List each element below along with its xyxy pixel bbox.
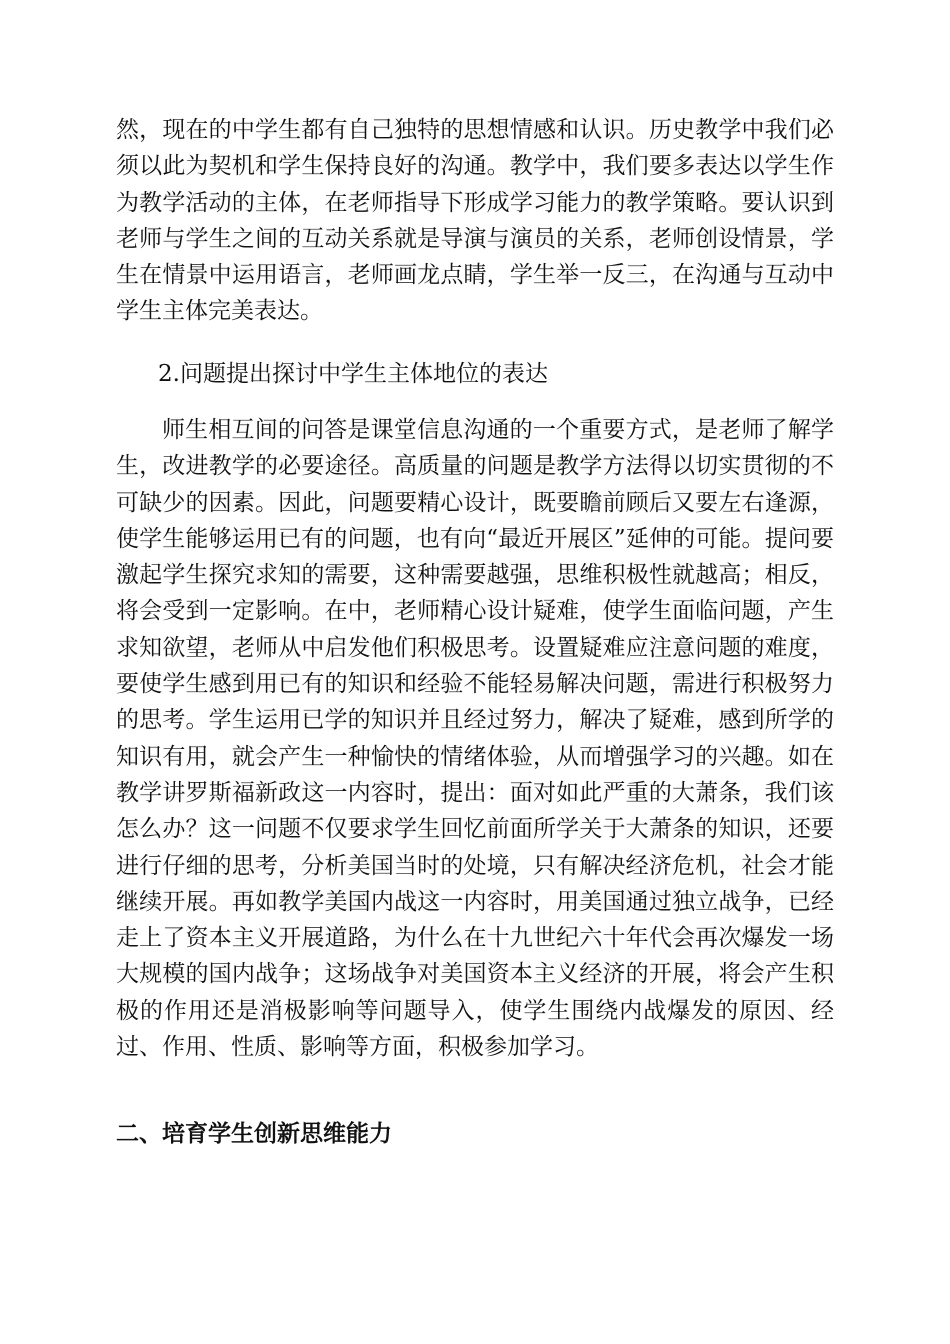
body-paragraph-1: 然，现在的中学生都有自己独特的思想情感和认识。历史教学中我们必须以此为契机和学生保持良好的沟通。教学中，我们要多表达以学生作为教学活动的主体，在老师指导下形成学习能力的教学策略。要认识到老师与学生之间的互动关系就是导演与演员的关系，老师创设情景，学生在情景中运用语言，老师画龙点睛，学生举一反三，在沟通与互动中学生主体完美表达。 [116,117,834,325]
subheading-question-method: 2.问题提出探讨中学生主体地位的表达 [158,361,548,387]
body-paragraph-2: 师生相互间的问答是课堂信息沟通的一个重要方式，是老师了解学生，改进教学的必要途径。高质量的问题是教学方法得以切实贯彻的不可缺少的因素。因此，问题要精心设计，既要瞻前顾后又要左右逢源，使学生能够运用已有的问题，也有向“最近开展区”延伸的可能。提问要激起学生探究求知的需要，这种需要越强，思维积极性就越高；相反，将会受到一定影响。在中，老师精心设计疑难，使学生面临问题，产生求知欲望，老师从中启发他们积极思考。设置疑难应注意问题的难度，要使学生感到用已有的知识和经验不能轻易解决问题，需进行积极努力的思考。学生运用已学的知识并且经过努力，解决了疑难，感到所学的知识有用，就会产生一种愉快的情绪体验，从而增强学习的兴趣。如在教学讲罗斯福新政这一内容时，提出：面对如此严重的大萧条，我们该怎么办？这一问题不仅要求学生回忆前面所学关于大萧条的知识，还要进行仔细的思考，分析美国当时的处境，只有解决经济危机，社会才能继续开展。再如教学美国内战这一内容时，用美国通过独立战争，已经走上了资本主义开展道路，为什么在十九世纪六十年代会再次爆发一场大规模的国内战争；这场战争对美国资本主义经济的开展，将会产生积极的作用还是消极影响等问题导入，使学生围绕内战爆发的原因、经过、作用、性质、影响等方面，积极参加学习。 [116,417,834,1061]
section-heading-innovation: 二、培育学生创新思维能力 [116,1121,392,1147]
